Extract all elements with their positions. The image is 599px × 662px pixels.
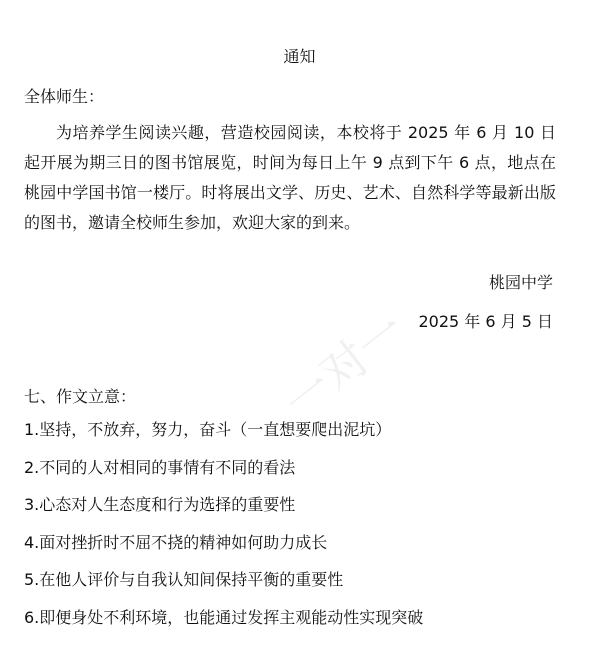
notice-body: 为培养学生阅读兴趣，营造校园阅读，本校将于 2025 年 6 月 10 日起开展为期三日的图书馆展览，时间为每日上午 9 点到下午 6 点，地点在桃园中学国书馆一楼厅。时将展出文学、历史、艺术、自然科学等最新出版的图书，邀请全校师生参加，欢迎大家的到来。 xyxy=(24,123,556,232)
list-item: 6.即便身处不利环境，也能通过发挥主观能动性实现突破 xyxy=(24,607,424,627)
list-item: 4.面对挫折时不屈不挠的精神如何助力成长 xyxy=(24,532,328,552)
notice-signature-org: 桃园中学 xyxy=(488,273,553,292)
notice-title: 通知 xyxy=(283,47,316,66)
notice-salutation: 全体师生： xyxy=(24,87,105,106)
watermark: 一对一 xyxy=(273,302,416,430)
essay-point-list xyxy=(24,420,423,646)
list-item: 1.坚持，不放弃，努力，奋斗（一直想要爬出泥坑） xyxy=(24,420,392,439)
list-item: 2.不同的人对相同的事情有不同的看法 xyxy=(24,457,296,477)
list-item: 5.在他人评价与自我认知间保持平衡的重要性 xyxy=(24,570,344,590)
section-heading: 七、作文立意： xyxy=(24,387,137,406)
list-item: 3.心态对人生态度和行为选择的重要性 xyxy=(24,495,296,515)
notice-signature-date: 2025 年 6 月 5 日 xyxy=(418,312,553,331)
